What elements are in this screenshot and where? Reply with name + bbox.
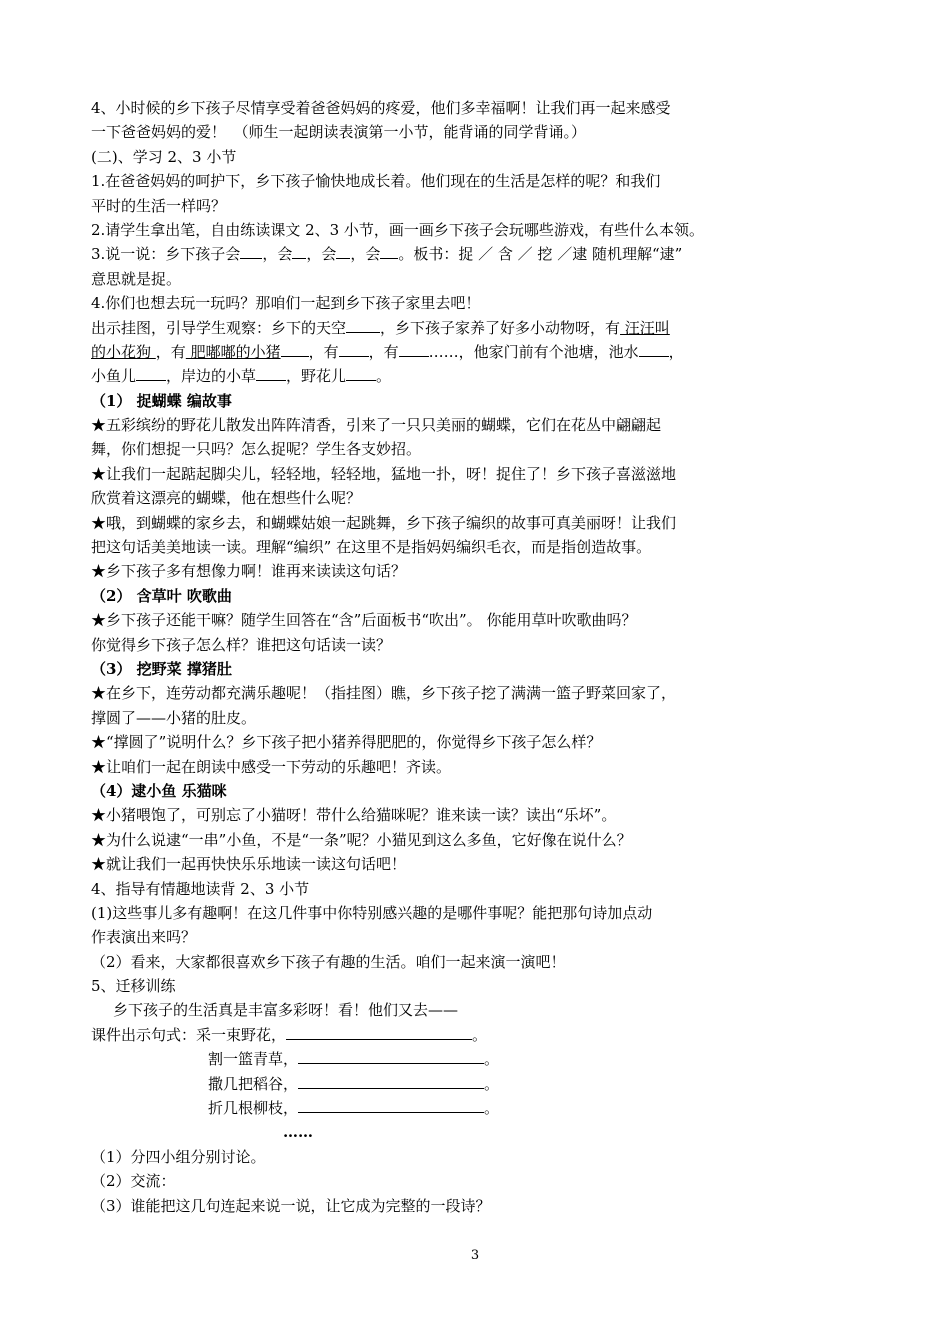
- paragraph-line: （1）分四小组分别讨论。: [91, 1147, 266, 1166]
- text-run: ，有: [155, 342, 186, 361]
- paragraph-line: （2）交流：: [91, 1172, 176, 1191]
- text-run: ，有: [308, 342, 339, 361]
- paragraph-line: (1)这些事儿多有趣啊！在这几件事中你特别感兴趣的是哪件事呢？能把那句诗加点动: [91, 903, 653, 922]
- text-run: ，乡下孩子家养了好多小动物呀，有: [380, 318, 621, 337]
- pattern-prompt: 采一束野花，: [196, 1025, 287, 1044]
- text-run: 3.说一说：乡下孩子会: [91, 245, 241, 264]
- underlined-text: 的小花狗: [91, 342, 156, 361]
- paragraph-line: [91, 316, 851, 340]
- text-run: 小鱼儿: [91, 367, 137, 386]
- fill-blank: [298, 1098, 484, 1113]
- paragraph-line: 欣赏着这漂亮的蝴蝶，他在想些什么呢？: [91, 489, 362, 508]
- paragraph-line: 舞，你们想捉一只吗？怎么捉呢？学生各支妙招。: [91, 440, 422, 459]
- paragraph-line: 1.在爸爸妈妈的呵护下，乡下孩子愉快地成长着。他们现在的生活是怎样的呢？和我们: [91, 172, 661, 191]
- text-run: 。: [472, 1025, 488, 1044]
- fill-blank: [298, 1074, 484, 1089]
- paragraph-line: ★为什么说逮“一串”小鱼，不是“一条”呢？小猫见到这么多鱼，它好像在说什么？: [91, 830, 632, 849]
- fill-blank: [240, 244, 262, 259]
- paragraph-line: 意思就是捉。: [91, 269, 182, 288]
- pattern-prompt: 折几根柳枝，: [208, 1099, 299, 1118]
- paragraph-line: ★乡下孩子多有想像力啊！谁再来读读这句话？: [91, 562, 407, 581]
- section-heading: 4、指导有情趣地读背 2、3 小节: [91, 879, 310, 898]
- underlined-text: 肥嘟嘟的小猪: [185, 342, 281, 361]
- underlined-text: 汪汪叫: [620, 318, 670, 337]
- fill-blank: [639, 342, 669, 357]
- text-run: 。: [376, 367, 392, 386]
- text-run: 出示挂图，引导学生观察：乡下的天空: [91, 318, 347, 337]
- text-run: 。: [484, 1074, 500, 1093]
- paragraph-line: 一下爸爸妈妈的爱！ （师生一起朗读表演第一小节，能背诵的同学背诵。）: [91, 123, 587, 142]
- text-run: ……，他家门前有个池塘，池水: [428, 342, 639, 361]
- fill-blank: [339, 342, 369, 357]
- page-number: 3: [470, 1248, 480, 1263]
- paragraph-line: ★乡下孩子还能干嘛？随学生回答在“含”后面板书“吹出”。 你能用草叶吹歌曲吗？: [91, 611, 637, 630]
- paragraph-line: ★就让我们一起再快快乐乐地读一读这句话吧！: [91, 855, 407, 874]
- text-run: ，: [668, 342, 684, 361]
- text-run: 。: [484, 1050, 500, 1069]
- paragraph-line: （3）谁能把这几句连起来说一说，让它成为完整的一段诗？: [91, 1196, 491, 1215]
- paragraph-line: ★在乡下，连劳动都充满乐趣呢！（指挂图）瞧，乡下孩子挖了满满一篮子野菜回家了，: [91, 684, 677, 703]
- text-run: ，会: [262, 245, 293, 264]
- paragraph-line: 4、小时候的乡下孩子尽情享受着爸爸妈妈的疼爱，他们多幸福啊！让我们再一起来感受: [91, 99, 671, 117]
- sentence-pattern-line: [91, 1023, 851, 1047]
- paragraph-line: 撑圆了——小猪的肚皮。: [91, 708, 257, 727]
- paragraph-line: ★让咱们一起在朗读中感受一下劳动的乐趣吧！齐读。: [91, 757, 452, 776]
- fill-blank: [256, 366, 286, 381]
- text-run: ，会: [306, 245, 337, 264]
- fill-blank: [399, 342, 429, 357]
- fill-blank: [292, 244, 306, 259]
- paragraph-line: ★让我们一起踮起脚尖儿，轻轻地，轻轻地，猛地一扑，呀！捉住了！乡下孩子喜滋滋地: [91, 464, 677, 483]
- ellipsis: ……: [283, 1123, 313, 1142]
- document-body: [91, 96, 851, 1218]
- fill-blank: [298, 1049, 484, 1064]
- text-run: ，岸边的小草: [166, 367, 257, 386]
- paragraph-line: 4.你们也想去玩一玩吗？那咱们一起到乡下孩子家里去吧！: [91, 294, 481, 313]
- text-run: ，会: [350, 245, 381, 264]
- text-run: 课件出示句式：: [91, 1025, 197, 1044]
- fill-blank: [346, 318, 380, 333]
- section-heading: (二)、学习 2、3 小节: [91, 147, 237, 166]
- paragraph-line: ★五彩缤纷的野花儿散发出阵阵清香，引来了一只只美丽的蝴蝶，它们在花丛中翩翩起: [91, 416, 662, 435]
- paragraph-line: 乡下孩子的生活真是丰富多彩呀！看！他们又去——: [113, 1001, 459, 1020]
- pattern-prompt: 割一篮青草，: [208, 1050, 299, 1069]
- text-run: 。板书：捉 ／ 含 ／ 挖 ／逮 随机理解“逮”: [398, 245, 683, 264]
- subsection-heading: （1） 捉蝴蝶 编故事: [91, 391, 232, 410]
- paragraph-line: [91, 364, 851, 388]
- paragraph-line: 作表演出来吗？: [91, 928, 197, 947]
- paragraph-line: 2.请学生拿出笔，自由练读课文 2、3 小节，画一画乡下孩子会玩哪些游戏，有些什么本领。: [91, 220, 704, 239]
- paragraph-line: 把这句话美美地读一读。理解“编织” 在这里不是指妈妈编织毛衣，而是指创造故事。: [91, 538, 652, 557]
- sentence-pattern-line: [91, 1072, 851, 1096]
- pattern-prompt: 撒几把稻谷，: [208, 1074, 299, 1093]
- section-heading: 5、迁移训练: [91, 977, 176, 996]
- fill-blank: [336, 244, 350, 259]
- fill-blank: [281, 342, 309, 357]
- paragraph-line: [91, 242, 851, 266]
- sentence-pattern-line: [91, 1096, 851, 1120]
- subsection-heading: （2） 含草叶 吹歌曲: [91, 586, 232, 605]
- fill-blank: [346, 366, 376, 381]
- text-run: ，有: [368, 342, 399, 361]
- paragraph-line: ★小猪喂饱了，可别忘了小猫呀！带什么给猫咪呢？谁来读一读？读出“乐坏”。: [91, 806, 617, 825]
- paragraph-line: ★哦，到蝴蝶的家乡去，和蝴蝶姑娘一起跳舞，乡下孩子编织的故事可真美丽呀！让我们: [91, 513, 677, 532]
- paragraph-line: （2）看来，大家都很喜欢乡下孩子有趣的生活。咱们一起来演一演吧！: [91, 952, 566, 971]
- paragraph-line: ★“撑圆了”说明什么？乡下孩子把小猪养得肥肥的，你觉得乡下孩子怎么样？: [91, 733, 602, 752]
- paragraph-line: 你觉得乡下孩子怎么样？谁把这句话读一读？: [91, 635, 392, 654]
- fill-blank: [380, 244, 398, 259]
- fill-blank: [286, 1025, 472, 1040]
- paragraph-line: [91, 340, 851, 364]
- paragraph-line: 平时的生活一样吗？: [91, 196, 227, 215]
- sentence-pattern-line: [91, 1047, 851, 1071]
- text-run: 。: [484, 1099, 500, 1118]
- text-run: ，野花儿: [286, 367, 347, 386]
- subsection-heading: （3） 挖野菜 撑猪肚: [91, 659, 232, 678]
- fill-blank: [136, 366, 166, 381]
- subsection-heading: （4）逮小鱼 乐猫咪: [91, 781, 227, 800]
